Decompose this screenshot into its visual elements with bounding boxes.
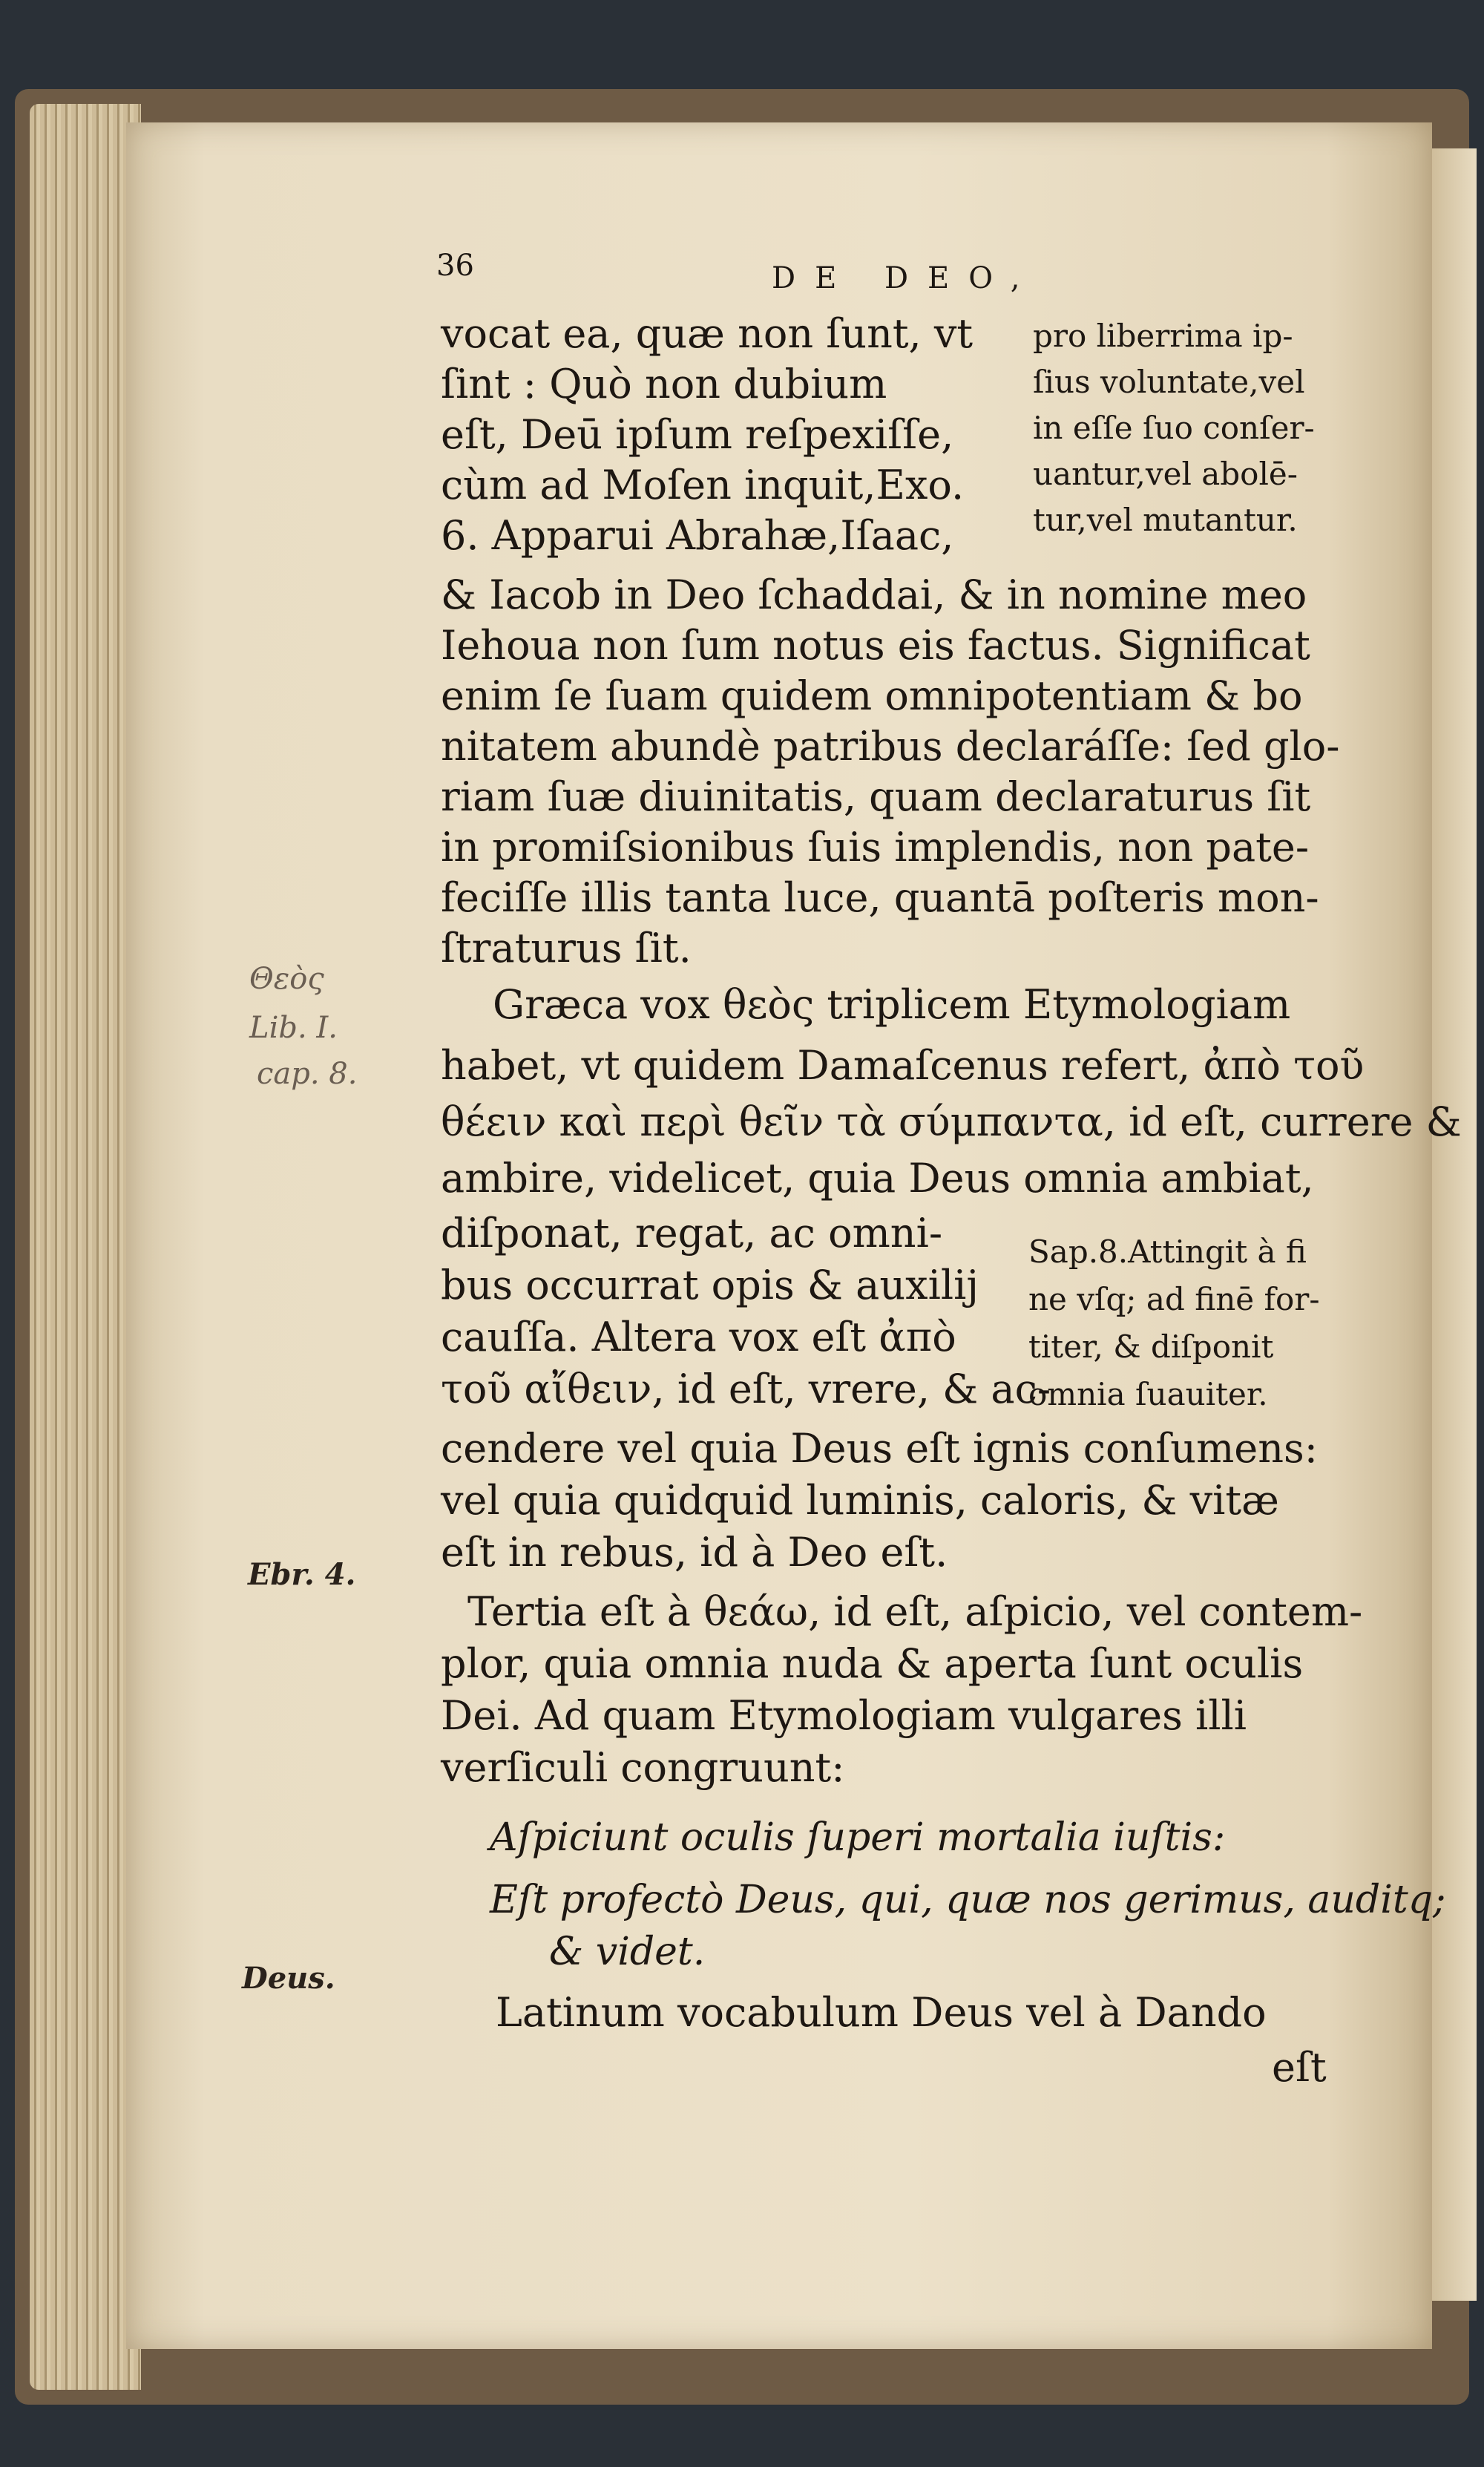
margin-note-lib: Lib. I. (249, 1011, 338, 1045)
text-line: Græca vox θεὸς triplicem Etymologiam (493, 981, 1291, 1028)
text-line: 6. Apparui Abrahæ,Iſaac, (441, 512, 954, 559)
text-line: plor, quia omnia nuda & aperta ſunt oculis (441, 1640, 1304, 1687)
side-note-line: uantur,vel abolē- (1033, 456, 1298, 492)
text-line: Tertia eſt à θεάω, id eſt, aſpicio, vel contem- (467, 1588, 1363, 1635)
text-line: cauſſa. Altera vox eſt ἀπὸ (441, 1314, 956, 1360)
side-note-line: ſius voluntate,vel (1033, 364, 1305, 400)
side-note-line: pro liberrima ip- (1033, 318, 1293, 354)
text-line: enim ſe ſuam quidem omnipotentiam & bo (441, 672, 1303, 719)
margin-note-ebr: Ebr. 4. (248, 1557, 356, 1592)
text-line: ſint : Quò non dubium (441, 361, 887, 407)
text-line: Dei. Ad quam Etymologiam vulgares illi (441, 1692, 1247, 1739)
page-number: 36 (436, 249, 474, 283)
margin-note-cap: cap. 8. (257, 1057, 358, 1091)
margin-note-theos: Θεὸς (249, 962, 324, 996)
text-line: verſiculi congruunt: (441, 1744, 845, 1791)
text-line: Iehoua non ſum notus eis factus. Significat (441, 622, 1310, 669)
verse-line: Eſt profectò Deus, qui, quæ nos gerimus, auditq; (490, 1878, 1446, 1922)
text-line: cendere vel quia Deus eſt ignis conſumens: (441, 1425, 1318, 1472)
text-line: ſtraturus ſit. (441, 925, 692, 972)
side-note-line: Sap.8.Attingit à fi (1028, 1234, 1307, 1270)
text-line: nitatem abundè patribus declaráſſe: ſed glo- (441, 723, 1340, 770)
side-note-line: titer, & diſponit (1028, 1328, 1274, 1365)
side-note-line: ne vſq; ad finē for- (1028, 1281, 1320, 1317)
verse-line: Aſpiciunt oculis ſuperi mortalia iuſtis: (490, 1815, 1226, 1860)
facing-page-edge (1425, 148, 1477, 2301)
verse-line: & videt. (549, 1930, 706, 1974)
catchword: eſt (1272, 2044, 1327, 2091)
side-note-line: omnia ſuauiter. (1028, 1376, 1268, 1412)
text-line: cùm ad Moſen inquit,Exo. (441, 462, 965, 508)
page-edges (30, 104, 141, 2390)
text-line: bus occurrat opis & auxilij (441, 1262, 979, 1308)
text-line: eſt in rebus, id à Deo eſt. (441, 1529, 948, 1576)
text-line: eſt, Deū ipſum reſpexiſſe, (441, 411, 954, 458)
text-line: diſponat, regat, ac omni- (441, 1210, 943, 1257)
text-line: habet, vt quidem Damaſcenus refert, ἀπὸ τοῦ (441, 1042, 1365, 1089)
text-line: ambire, videlicet, quia Deus omnia ambiat, (441, 1155, 1314, 1202)
text-line: riam ſuæ diuinitatis, quam declaraturus ſit (441, 773, 1311, 820)
text-line: Latinum vocabulum Deus vel à Dando (496, 1989, 1267, 2036)
running-head: DE DEO, (772, 261, 1040, 295)
margin-note-deus: Deus. (242, 1961, 335, 1996)
text-line: & Iacob in Deo ſchaddai, & in nomine meo (441, 571, 1307, 618)
text-line: feciſſe illis tanta luce, quantā poſteris mon- (441, 874, 1319, 921)
text-line: τοῦ αἴθειν, id eſt, vrere, & ac- (441, 1366, 1051, 1412)
text-line: θέειν καὶ περὶ θεῖν τὰ σύμπαντα, id eſt, currere & (441, 1098, 1462, 1145)
side-note-line: in eſſe ſuo conſer- (1033, 410, 1315, 446)
text-line: vocat ea, quæ non ſunt, vt (441, 310, 974, 357)
side-note-line: tur,vel mutantur. (1033, 502, 1298, 538)
text-line: vel quia quidquid luminis, caloris, & vitæ (441, 1477, 1279, 1524)
text-line: in promiſsionibus ſuis implendis, non pate- (441, 824, 1310, 871)
